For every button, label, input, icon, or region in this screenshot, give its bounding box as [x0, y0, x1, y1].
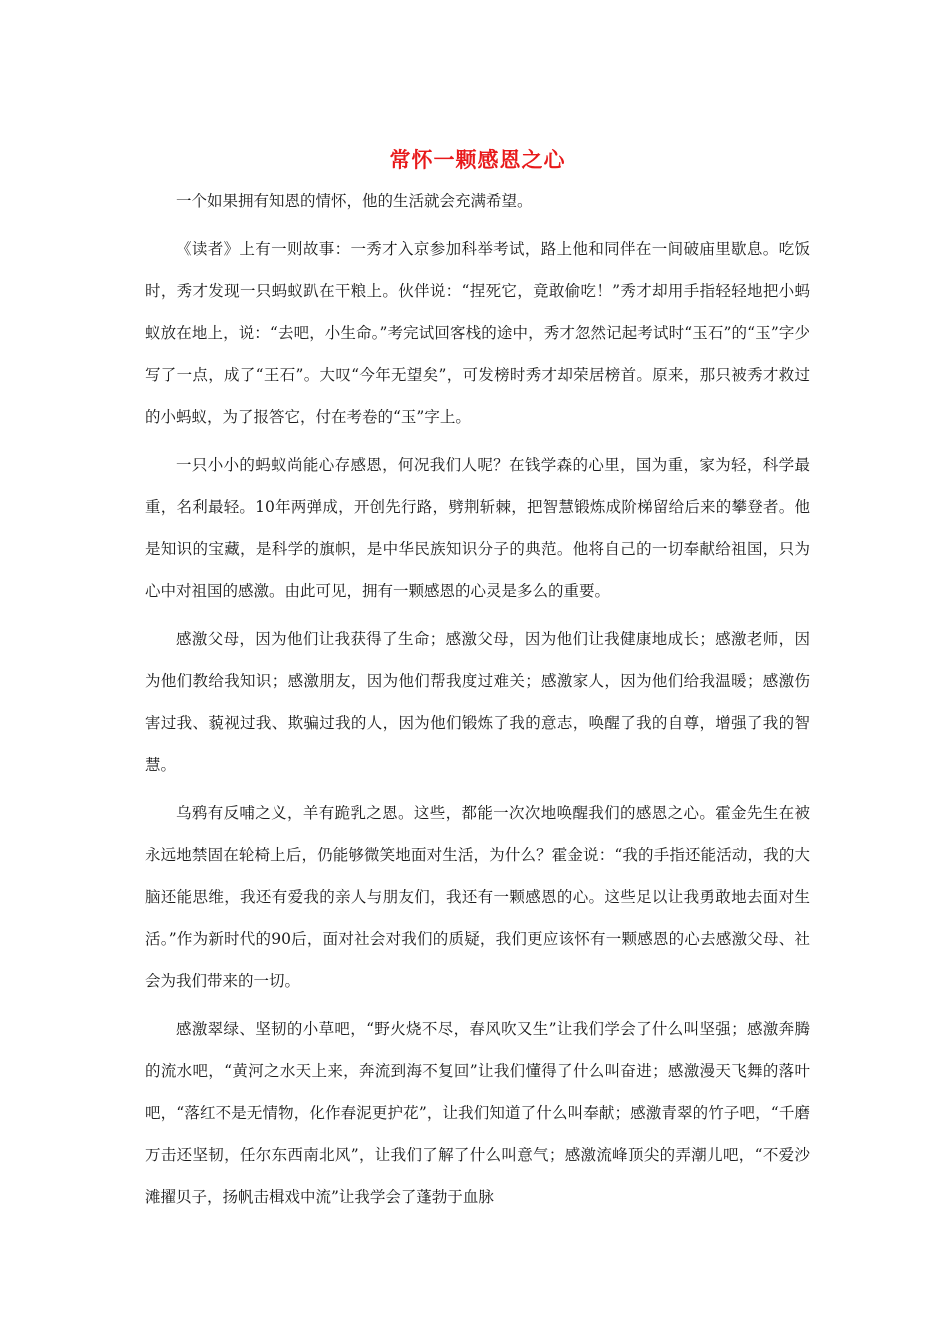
paragraph-qian-xuesen: 一只小小的蚂蚁尚能心存感恩，何况我们人呢？在钱学森的心里，国为重，家为轻，科学最重，名利最轻。10年两弹成，开创先行路，劈荆斩棘，把智慧锻炼成阶梯留给后来的攀登者。他是知识的宝藏，是科学的旗帜，是中华民族知识分子的典范。他将自己的一切奉献给祖国，只为心中对祖国的感激。由此可见，拥有一颗感恩的心灵是多么的重要。: [145, 456, 810, 600]
paragraph-nature: 感激翠绿、坚韧的小草吧，“野火烧不尽，春风吹又生”让我们学会了什么叫坚强；感激奔腾的流水吧，“黄河之水天上来，奔流到海不复回”让我们懂得了什么叫奋进；感激漫天飞舞的落叶吧，“落红不是无情物，化作春泥更护花”，让我们知道了什么叫奉献；感激青翠的竹子吧，“千磨万击还坚韧，任尔东西南北风”，让我们了解了什么叫意气；感激流峰顶尖的弄潮儿吧，“不爱沙滩擢贝子，扬帆击楫戏中流”让我学会了蓬勃于血脉: [145, 1020, 810, 1206]
paragraph-gratitude-list: 感激父母，因为他们让我获得了生命；感激父母，因为他们让我健康地成长；感激老师，因为他们教给我知识；感激朋友，因为他们帮我度过难关；感激家人，因为他们给我温暖；感激伤害过我、藐视过我、欺骗过我的人，因为他们锻炼了我的意志，唤醒了我的自尊，增强了我的智慧。: [145, 630, 810, 774]
paragraph-hawking: 乌鸦有反哺之义，羊有跪乳之恩。这些，都能一次次地唤醒我们的感恩之心。霍金先生在被永远地禁固在轮椅上后，仍能够微笑地面对生活，为什么？霍金说：“我的手指还能活动，我的大脑还能思维，我还有爱我的亲人与朋友们，我还有一颗感恩的心。这些足以让我勇敢地去面对生活。”作为新时代的90后，面对社会对我们的质疑，我们更应该怀有一颗感恩的心去感激父母、社会为我们带来的一切。: [145, 804, 810, 990]
paragraph-intro: 一个如果拥有知恩的情怀，他的生活就会充满希望。: [176, 192, 533, 210]
document-page: [145, 140, 810, 1218]
document-title: 常怀一颗感恩之心: [389, 147, 566, 172]
paragraph-story: 《读者》上有一则故事：一秀才入京参加科举考试，路上他和同伴在一间破庙里歇息。吃饭时，秀才发现一只蚂蚁趴在干粮上。伙伴说：“捏死它，竟敢偷吃！”秀才却用手指轻轻地把小蚂蚁放在地上，说：“去吧，小生命。”考完试回客栈的途中，秀才忽然记起考试时“玉石”的“玉”字少写了一点，成了“王石”。大叹“今年无望矣”，可发榜时秀才却荣居榜首。原来，那只被秀才救过的小蚂蚁，为了报答它，付在考卷的“玉”字上。: [145, 240, 810, 426]
